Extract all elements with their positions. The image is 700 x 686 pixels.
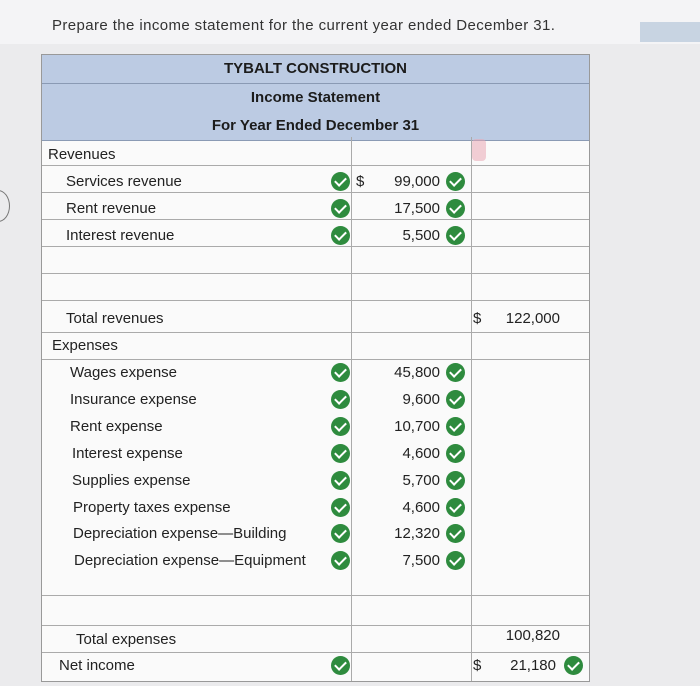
total-expenses-row (42, 626, 589, 653)
line-label[interactable]: Rent revenue (66, 200, 157, 217)
table-row (42, 520, 589, 547)
table-row (42, 467, 589, 494)
check-icon (331, 551, 350, 570)
statement-title: Income Statement (42, 84, 589, 113)
table-row (42, 222, 589, 249)
progress-strip (640, 22, 700, 42)
check-icon (331, 226, 350, 245)
table-row (42, 168, 589, 195)
line-label[interactable]: Insurance expense (70, 391, 197, 408)
expenses-heading-row (42, 332, 589, 359)
revenues-heading-row (42, 141, 589, 168)
company-name: TYBALT CONSTRUCTION (42, 55, 589, 84)
line-label[interactable]: Property taxes expense (73, 499, 231, 516)
check-icon (331, 444, 350, 463)
line-label[interactable]: Depreciation expense—Equipment (74, 552, 306, 569)
line-amount[interactable]: 9,600 (402, 391, 440, 408)
dollar-sign: $ (356, 173, 365, 190)
table-row (42, 195, 589, 222)
table-row (42, 359, 589, 386)
statement-period: For Year Ended December 31 (42, 112, 589, 141)
income-statement-table (41, 54, 590, 682)
check-icon (446, 226, 465, 245)
line-amount[interactable]: 12,320 (394, 525, 440, 542)
line-amount[interactable]: 4,600 (402, 445, 440, 462)
check-icon (331, 498, 350, 517)
check-icon (331, 390, 350, 409)
total-revenues-amount[interactable]: 122,000 (505, 310, 560, 327)
grid-line (42, 300, 589, 301)
check-icon (446, 551, 465, 570)
line-label[interactable]: Services revenue (66, 173, 182, 190)
table-row (42, 440, 589, 467)
check-icon (331, 417, 350, 436)
line-label[interactable]: Interest revenue (66, 227, 175, 244)
radio-edge[interactable] (0, 190, 10, 222)
check-icon (564, 656, 583, 675)
line-label[interactable]: Depreciation expense—Building (73, 525, 287, 542)
total-expenses-label[interactable]: Total expenses (76, 631, 177, 648)
line-amount[interactable]: 45,800 (394, 364, 440, 381)
line-amount[interactable]: 5,500 (402, 227, 440, 244)
check-icon (446, 363, 465, 382)
line-amount[interactable]: 4,600 (402, 499, 440, 516)
line-label[interactable]: Interest expense (72, 445, 183, 462)
grid-line (42, 273, 589, 274)
grid-line (42, 595, 589, 596)
check-icon (446, 199, 465, 218)
check-icon (446, 390, 465, 409)
check-icon (446, 172, 465, 191)
table-row (42, 494, 589, 521)
net-income-amount[interactable]: 21,180 (510, 657, 556, 674)
line-amount[interactable]: 10,700 (394, 418, 440, 435)
line-label[interactable]: Wages expense (70, 364, 178, 381)
line-label[interactable]: Rent expense (70, 418, 163, 435)
check-icon (331, 172, 350, 191)
line-label[interactable]: Supplies expense (72, 472, 191, 489)
check-icon (446, 498, 465, 517)
check-icon (446, 417, 465, 436)
line-amount[interactable]: 99,000 (394, 173, 440, 190)
line-amount[interactable]: 17,500 (394, 200, 440, 217)
check-icon (331, 524, 350, 543)
net-income-row (42, 652, 589, 679)
table-row (42, 413, 589, 440)
check-icon (331, 363, 350, 382)
total-revenues-label[interactable]: Total revenues (66, 310, 164, 327)
net-income-label[interactable]: Net income (59, 657, 135, 674)
check-icon (446, 471, 465, 490)
instruction-text: Prepare the income statement for the current year ended December 31. (52, 17, 556, 34)
table-row (42, 386, 589, 413)
check-icon (331, 471, 350, 490)
expenses-heading: Expenses (52, 337, 118, 354)
check-icon (446, 524, 465, 543)
dollar-sign: $ (473, 310, 482, 327)
check-icon (331, 199, 350, 218)
revenues-heading: Revenues (48, 146, 116, 163)
instruction-bar (0, 0, 700, 44)
total-revenues-row (42, 305, 589, 332)
check-icon (331, 656, 350, 675)
check-icon (446, 444, 465, 463)
line-amount[interactable]: 5,700 (402, 472, 440, 489)
line-amount[interactable]: 7,500 (402, 552, 440, 569)
total-expenses-amount[interactable]: 100,820 (505, 627, 560, 644)
dollar-sign: $ (473, 657, 482, 674)
table-row (42, 547, 589, 574)
